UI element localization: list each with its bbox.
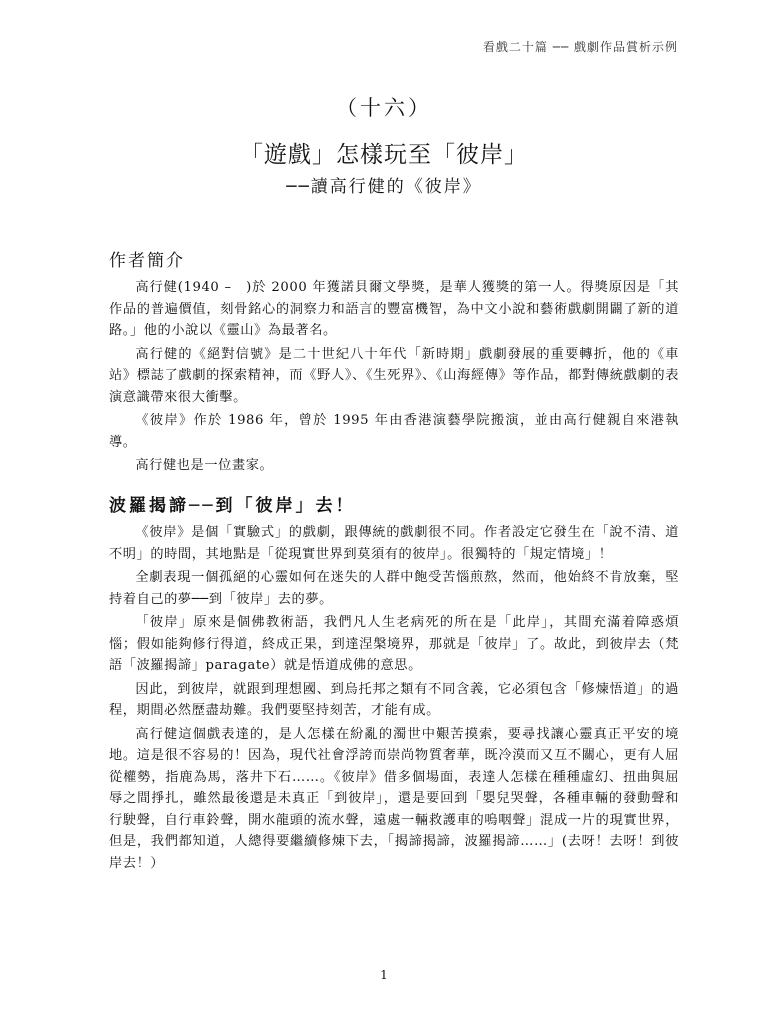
author-section xyxy=(109,246,679,479)
author-paragraph-4: 高行健也是一位畫家。 xyxy=(135,458,274,473)
author-paragraph-1: 高行健(1940 – )於 2000 年獲諾貝爾文學獎，是華人獲獎的第一人。得獎原因是「其作品的普遍價值，刻骨銘心的洞察力和語言的豐富機智，為中文小說和藝術戲劇開闢了新的道路。」他的小說以《靈山》為最著名。 xyxy=(109,280,679,338)
page-subtitle: ──讀高行健的《彼岸》 xyxy=(286,177,482,197)
paragate-paragraph-3: 「彼岸」原來是個佛教術語，我們凡人生老病死的所在是「此岸」，其間充滿着障惑煩惱；假如能夠修行得道，終成正果，到達涅槃境界，那就是「彼岸」了。故此，到彼岸去（梵語「波羅揭諦」paragate）就是悟道成佛的意思。 xyxy=(109,615,679,673)
page-number: 1 xyxy=(380,968,388,982)
section-heading-author: 作者簡介 xyxy=(109,251,185,271)
author-paragraph-3: 《彼岸》作於 1986 年，曾於 1995 年由香港演藝學院搬演，並由高行健親自來港執導。 xyxy=(109,413,679,450)
paragate-paragraph-5: 高行健這個戲表達的，是人怎樣在紛亂的濁世中艱苦摸索，要尋找讓心靈真正平安的境地。這是很不容易的！因為，現代社會浮誇而崇尚物質奢華，既冷漠而又互不關心，更有人屈從權勢，指鹿為馬，落井下石……。《彼岸》借多個場面，表達人怎樣在種種虛幻、扭曲與屈辱之間掙扎，雖然最後還是未真正「到彼岸」，還是要回到「嬰兒哭聲，各種車輛的發動聲和行駛聲，自行車鈴聲，開水龍頭的流水聲，遠處一輛救護車的嗚咽聲」混成一片的現實世界，但是，我們都知道，人總得要繼續修煉下去，「揭諦揭諦，波羅揭諦……」(去呀！去呀！到彼岸去！） xyxy=(109,726,679,871)
paragate-paragraph-2: 全劇表現一個孤絕的心靈如何在迷失的人群中飽受苦惱煎熬，然而，他始終不肯放棄，堅持着自己的夢──到「彼岸」去的夢。 xyxy=(109,570,679,607)
paragate-paragraph-1: 《彼岸》是個「實驗式」的戲劇，跟傳統的戲劇很不同。作者設定它發生在「說不清、道不明」的時間，其地點是「從現實世界到莫須有的彼岸」。很獨特的「規定情境」！ xyxy=(109,525,679,562)
paragate-section xyxy=(109,491,679,876)
author-paragraph-2: 高行健的《絕對信號》是二十世紀八十年代「新時期」戲劇發展的重要轉折，他的《車站》標誌了戲劇的探索精神，而《野人》、《生死界》、《山海經傳》等作品，都對傳統戲劇的表演意識帶來很大衝擊。 xyxy=(109,346,679,405)
section-heading-paragate: 波羅揭諦──到「彼岸」去！ xyxy=(109,496,356,516)
page-title: 「遊戲」怎樣玩至「彼岸」 xyxy=(240,142,528,168)
running-header: 看戲二十篇 ── 戲劇作品賞析示例 xyxy=(482,40,678,54)
chapter-number: （十六） xyxy=(336,96,432,120)
paragate-paragraph-4: 因此，到彼岸，就跟到理想國、到烏托邦之類有不同含義，它必須包含「修煉悟道」的過程，期間必然歷盡劫難。我們要堅持刻苦，才能有成。 xyxy=(109,681,679,718)
